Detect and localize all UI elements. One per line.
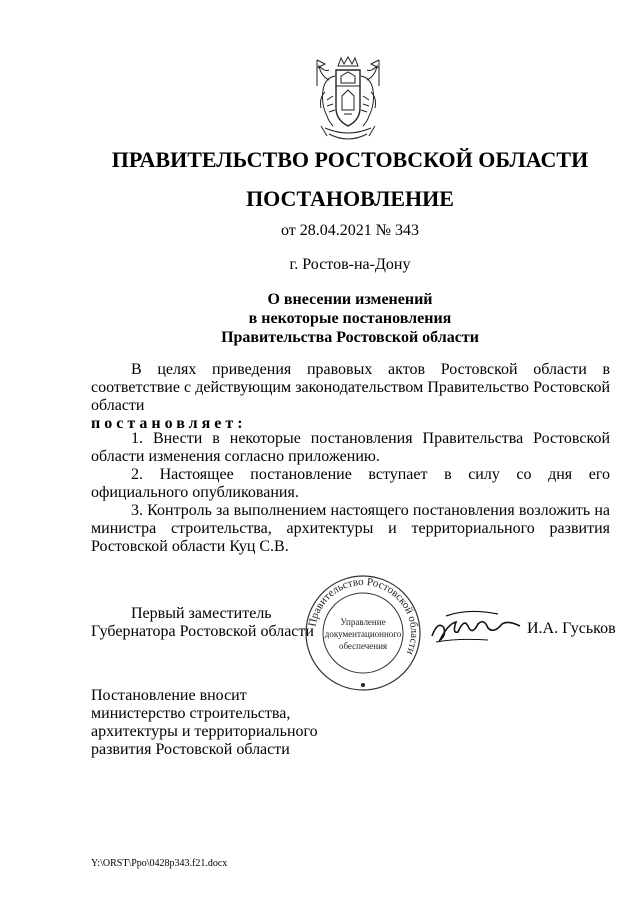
coat-of-arms-icon (311, 56, 385, 146)
stamp-inner-line: Управление (340, 617, 386, 627)
document-date-number: от 28.04.2021 № 343 (280, 222, 420, 239)
decree-item: 2. Настоящее постановление вступает в силу со дня его официального опубликования. (91, 466, 610, 501)
signer-name: И.А. Гуськов (527, 620, 616, 637)
decree-item: 3. Контроль за выполнением настоящего постановления возложить на министра строительства, архитектуры и территориального развития Ростовской области Куц С.В. (91, 502, 610, 555)
stamp-outer-text: Правительство Ростовской области (306, 575, 421, 657)
stamp-inner-line: документационного (324, 629, 402, 639)
signatory-position (91, 605, 314, 641)
government-title: ПРАВИТЕЛЬСТВО РОСТОВСКОЙ ОБЛАСТИ (111, 147, 589, 172)
document-city: г. Ростов-на-Дону (289, 256, 411, 273)
decree-word: постановляет: (91, 415, 247, 432)
submitted-line: Постановление вносит (91, 687, 247, 704)
decree-items (91, 430, 610, 556)
subject-line: в некоторые постановления (248, 310, 452, 327)
position-line: Первый заместитель (131, 605, 272, 622)
decree-item: 1. Внести в некоторые постановления Правительства Ростовской области изменения согласно приложению. (91, 430, 610, 465)
document-subject (0, 290, 640, 347)
submitted-line: министерство строительства, (91, 705, 291, 722)
subject-line: Правительства Ростовской области (221, 329, 479, 346)
subject-line: О внесении изменений (267, 291, 433, 308)
position-line: Губернатора Ростовской области (91, 623, 314, 640)
file-path-footer: Y:\ORST\Ppo\0428p343.f21.docx (91, 858, 228, 869)
handwritten-signature (428, 606, 524, 646)
submitted-line: развития Ростовской области (91, 741, 290, 758)
preamble-text: В целях приведения правовых актов Ростовской области в соответствие с действующим законодательством Правительство Ростовской области (91, 361, 610, 414)
submitted-line: архитектуры и территориального (91, 723, 318, 740)
official-stamp (303, 573, 423, 693)
submitted-by-note (91, 687, 318, 759)
preamble-paragraph (91, 361, 610, 433)
document-type-title: ПОСТАНОВЛЕНИЕ (246, 186, 454, 211)
stamp-inner-line: обеспечения (338, 641, 388, 651)
